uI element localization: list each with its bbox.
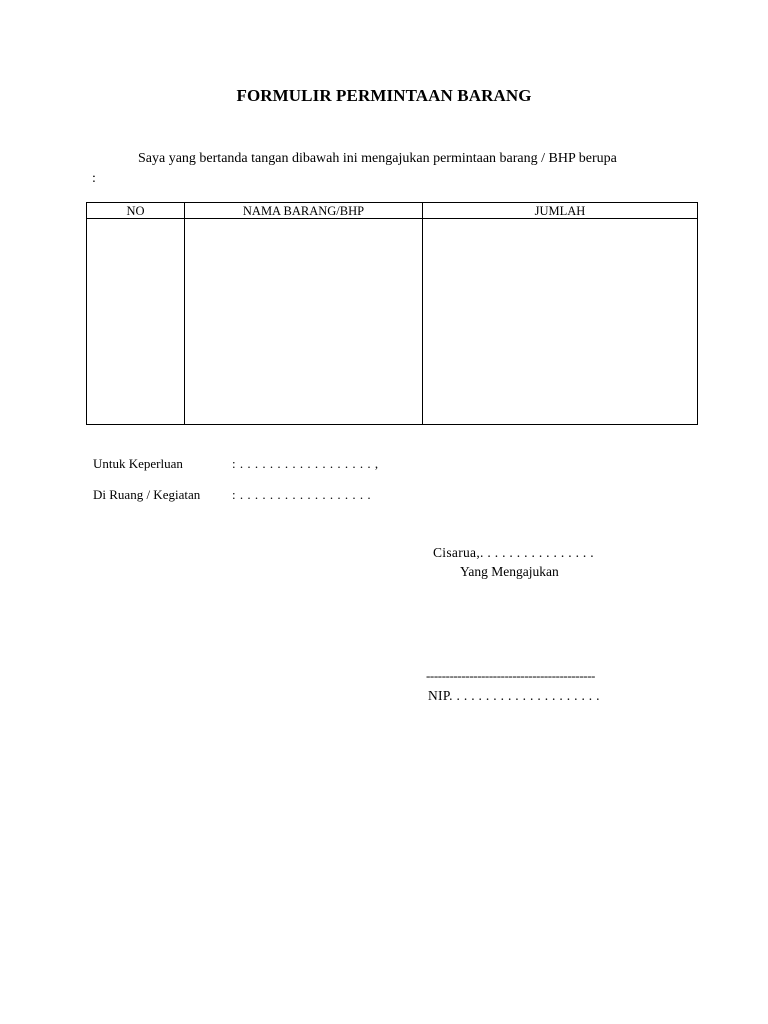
cell-no[interactable] — [87, 219, 185, 425]
cell-item-name[interactable] — [185, 219, 423, 425]
header-quantity: JUMLAH — [423, 203, 698, 219]
form-title: FORMULIR PERMINTAAN BARANG — [236, 86, 532, 105]
cell-quantity[interactable] — [423, 219, 698, 425]
purpose-value[interactable]: : . . . . . . . . . . . . . . . . . . , — [232, 456, 379, 471]
items-table — [86, 202, 698, 425]
place-date[interactable]: Cisarua,. . . . . . . . . . . . . . . . — [433, 545, 594, 560]
header-item-name: NAMA BARANG/BHP — [185, 203, 423, 219]
signature-line: ------------------------------------------- — [426, 668, 595, 683]
intro-colon: : — [92, 171, 96, 186]
header-no: NO — [87, 203, 185, 219]
room-activity-label: Di Ruang / Kegiatan — [93, 487, 201, 502]
intro-text: Saya yang bertanda tangan dibawah ini mengajukan permintaan barang / BHP berupa — [138, 151, 617, 166]
room-activity-value[interactable]: : . . . . . . . . . . . . . . . . . . — [232, 487, 372, 502]
nip-field[interactable]: NIP. . . . . . . . . . . . . . . . . . . . . — [428, 688, 600, 703]
purpose-label: Untuk Keperluan — [93, 456, 183, 471]
table-header-row — [87, 203, 698, 219]
signer-title: Yang Mengajukan — [460, 564, 559, 579]
table-row — [87, 219, 698, 425]
